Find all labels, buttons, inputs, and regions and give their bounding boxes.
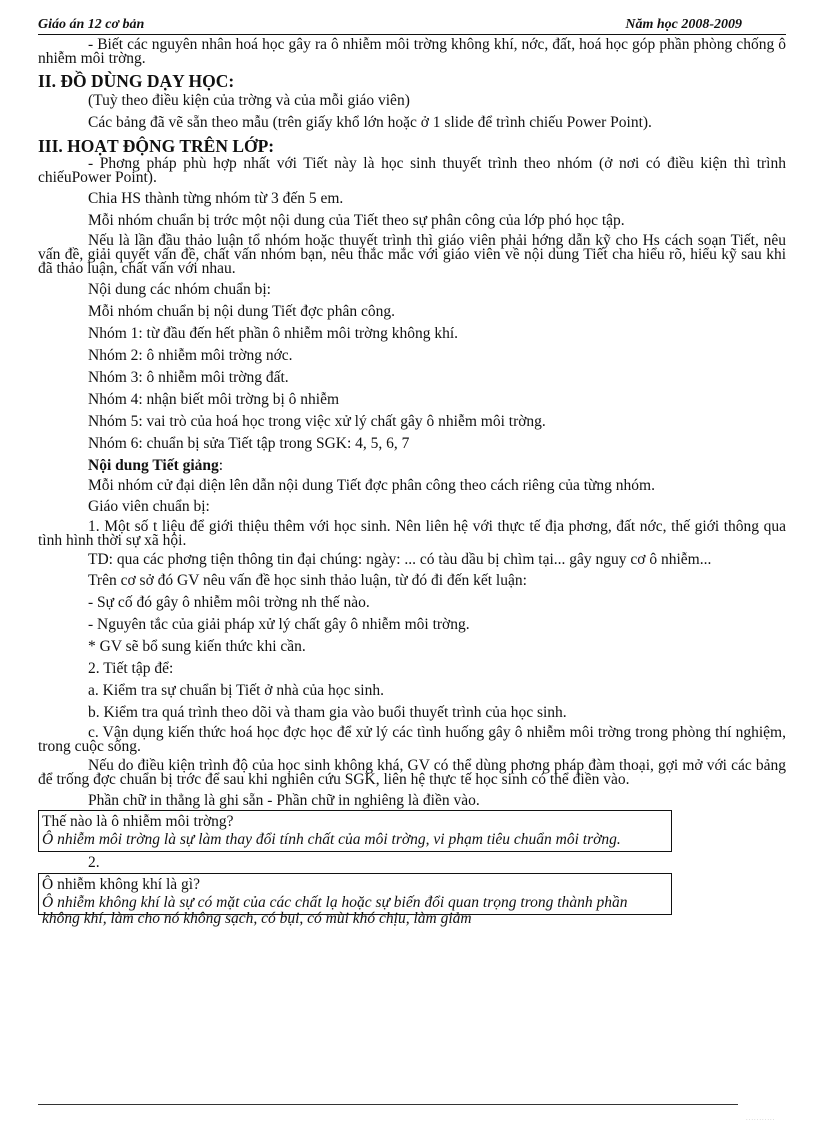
group-content-intro: Mỗi nhóm chuẩn bị nội dung Tiết đợc phân công. xyxy=(88,303,395,320)
box1-answer: Ô nhiễm môi trờng là sự làm thay đổi tính chất của môi trờng, vi phạm tiêu chuẩn môi trờng. xyxy=(42,831,621,848)
lesson-content-colon: : xyxy=(218,457,224,474)
conclusion-item-2: - Nguyên tắc của giải pháp xử lý chất gây ô nhiễm môi trờng. xyxy=(88,616,470,633)
group-division: Chia HS thành từng nhóm từ 3 đến 5 em. xyxy=(88,190,344,207)
header-course: Giáo án 12 cơ bản xyxy=(38,17,145,32)
footer-divider xyxy=(38,1104,738,1105)
materials-boards: Các bảng đã vẽ sẵn theo mẫu (trên giấy khổ lớn hoặc ở 1 slide để trình chiếu Power Point). xyxy=(88,114,652,131)
exercise-item-a: a. Kiểm tra sự chuẩn bị Tiết ở nhà của học sinh. xyxy=(88,682,384,699)
teacher-prep-heading: Giáo viên chuẩn bị: xyxy=(88,498,210,515)
section-heading-materials: II. ĐỒ DÙNG DẠY HỌC: xyxy=(38,71,235,91)
objective-paragraph: - Biết các nguyên nhân hoá học gây ra ô nhiễm môi trờng không khí, nớc, đất, hoá học góp phần phòng chống ô nhiễm môi trờng. xyxy=(38,36,786,67)
group-preparation: Mỗi nhóm chuẩn bị trớc một nội dung của Tiết theo sự phân công của lớp phó học tập. xyxy=(88,212,625,229)
example-paragraph: TD: qua các phơng tiện thông tin đại chúng: ngày: ... có tàu dầu bị chìm tại... gây nguy cơ ô nhiễm... xyxy=(88,551,712,568)
conclusion-note: * GV sẽ bổ sung kiến thức khi cần. xyxy=(88,638,306,655)
page-header xyxy=(38,16,786,35)
box2-answer: Ô nhiễm không khí là sự có mặt của các chất lạ hoặc sự biến đổi quan trọng trong thành phần không khí, làm cho nó không sạch, có bụi, có mùi khó chịu, làm giảm xyxy=(42,894,628,927)
exercise-heading: 2. Tiết tập để: xyxy=(88,660,174,677)
exercise-item-b: b. Kiểm tra quá trình theo dõi và tham gia vào buổi thuyết trình của học sinh. xyxy=(88,704,567,721)
teacher-guidance: Nếu là lần đầu thảo luận tổ nhóm hoặc thuyết trình thì giáo viên phải hớng dẫn kỹ cho Hs cách soạn Tiết, nêu vấn đề, giải quyết vấn đề, chất vấn nhóm bạn, nêu thắc mắc với giáo viên về nội dung Tiết cha hiểu rõ, hiểu kỹ sau khi đã thảo luận, chất vấn với nhau. xyxy=(38,232,786,277)
footer-dots: ........... xyxy=(746,1116,776,1122)
exercise-item-c: c. Vận dụng kiến thức hoá học đợc học để xử lý các tình huống gây ô nhiễm môi trờng trong phòng thí nghiệm, trong cuộc sống. xyxy=(38,724,786,755)
box2-question: Ô nhiễm không khí là gì? xyxy=(42,876,200,893)
method-paragraph: - Phơng pháp phù hợp nhất với Tiết này là học sinh thuyết trình theo nhóm (ở nơi có điều kiện thì trình chiếuPower Point). xyxy=(38,155,786,186)
discussion-paragraph: Trên cơ sở đó GV nêu vấn đề học sinh thảo luận, từ đó đi đến kết luận: xyxy=(88,572,527,589)
item-number-2: 2. xyxy=(88,854,100,871)
dialogue-method-paragraph: Nếu do điều kiện trình độ của học sinh không khá, GV có thể dùng phơng pháp đàm thoại, gợi mở với các bảng để trống đợc chuẩn bị trớc để sau khi nghiên cứu SGK, liên hệ thực tế học sinh có thể điền vào. xyxy=(38,757,786,788)
answer-box-1 xyxy=(38,810,672,852)
group-item-5: Nhóm 5: vai trò của hoá học trong việc xử lý chất gây ô nhiễm môi trờng. xyxy=(88,413,546,430)
section-heading-activities: III. HOẠT ĐỘNG TRÊN LỚP: xyxy=(38,136,275,156)
lesson-content-title: Nội dung Tiết giảng xyxy=(88,457,219,474)
header-school-year: Năm học 2008-2009 xyxy=(625,17,742,32)
conclusion-item-1: - Sự cố đó gây ô nhiễm môi trờng nh thế nào. xyxy=(88,594,370,611)
document-page xyxy=(38,16,786,927)
group-item-2: Nhóm 2: ô nhiễm môi trờng nớc. xyxy=(88,347,293,364)
group-item-4: Nhóm 4: nhận biết môi trờng bị ô nhiễm xyxy=(88,391,340,408)
lesson-content-label xyxy=(38,457,786,474)
legend-note: Phần chữ in thẳng là ghi sẵn - Phần chữ in nghiêng là điền vào. xyxy=(88,792,480,809)
box1-question: Thế nào là ô nhiễm môi trờng? xyxy=(42,813,234,830)
group-item-1: Nhóm 1: từ đầu đến hết phần ô nhiễm môi trờng không khí. xyxy=(88,325,459,342)
teacher-prep-item-1: 1. Một số t liệu để giới thiệu thêm với học sinh. Nên liên hệ với thực tế địa phơng, đất nớc, thế giới thông qua tình hình thời sự xã hội. xyxy=(38,518,786,549)
materials-note: (Tuỳ theo điều kiện của trờng và của mỗi giáo viên) xyxy=(88,92,410,109)
group-content-heading: Nội dung các nhóm chuẩn bị: xyxy=(88,281,271,298)
group-item-6: Nhóm 6: chuẩn bị sửa Tiết tập trong SGK: 4, 5, 6, 7 xyxy=(88,435,410,452)
representative-paragraph: Mỗi nhóm cử đại diện lên dẫn nội dung Tiết đợc phân công theo cách riêng của từng nhóm. xyxy=(88,477,655,494)
answer-box-2 xyxy=(38,873,672,927)
group-item-3: Nhóm 3: ô nhiễm môi trờng đất. xyxy=(88,369,289,386)
